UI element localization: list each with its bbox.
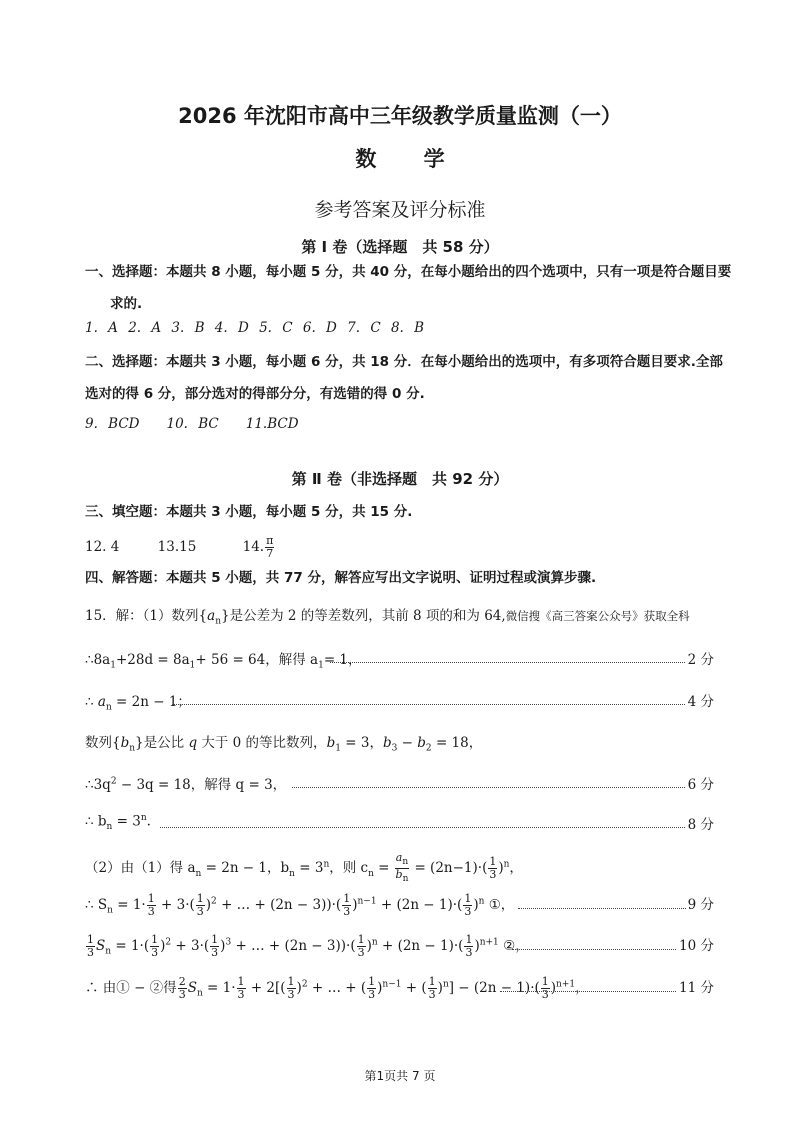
document-subtitle: 参考答案及评分标准 <box>314 199 486 221</box>
subject-title: 数 学 <box>355 147 465 171</box>
section2-instructions-cont: 选对的得 6 分，部分选对的得部分分，有选错的得 0 分. <box>85 386 425 402</box>
part1-heading: 第 Ⅰ 卷（选择题 共 58 分） <box>301 238 499 256</box>
dot-leader <box>500 991 676 992</box>
page-number: 第1页共 7 页 <box>364 1069 436 1083</box>
dot-leader <box>518 908 686 909</box>
q15-sum-sn: ∴ $S_n = 1\cdot$ $\frac{1}{3}$ + 3·( $\frac{1}{3}$ )$^2$ + … + (2n − 3))·( $\frac{1}{3}$ )$^{n-1}$ + (2n − 1)·( $\frac{1}{3}$ )$^n$ ①， <box>85 892 515 918</box>
section1-answers: 1. A 2. A 3. B 4. D 5. C 6. D 7. C 8. B <box>85 320 425 336</box>
q15-third-sn: $\frac{1}{3}$ $S_n = 1\cdot$( $\frac{1}{3}$ )$^2$ + 3·( $\frac{1}{3}$ )$^3$ + … + (2n − 3))·( $\frac{1}{3}$ )$^n$ + (2n − 1)·( $\frac{1}{3}$ )$^{n+1}$ ②， <box>87 933 529 959</box>
section4-instructions: 四、解答题：本题共 5 小题，共 77 分，解答应写出文字说明、证明过程或演算步骤. <box>85 570 597 586</box>
section1-instructions: 一、选择题：本题共 8 小题，每小题 5 分，共 40 分，在每小题给出的四个选项中，只有一项是符合题目要 <box>85 264 732 280</box>
section1-instructions-cont: 求的. <box>110 296 143 312</box>
score-9: 9 分 <box>687 897 714 913</box>
dot-leader <box>172 704 685 705</box>
q15-intro: 15．解：（1）数列$\{a_n\}$是公差为 2 的等差数列，其前 8 项的和为 64,微信搜《高三答案公众号》获取全科 <box>85 608 690 627</box>
section3-instructions: 三、填空题：本题共 3 小题，每小题 5 分，共 15 分. <box>85 504 413 520</box>
score-10: 10 分 <box>679 938 714 954</box>
section2-answers: 9. BCD 10. BC 11.BCD <box>85 416 299 432</box>
document-title: 2026 年沈阳市高中三年级教学质量监测（一） <box>178 104 622 128</box>
section3-answers <box>85 535 275 560</box>
q15-step5: ∴ $b_n = 3^n$. <box>85 813 151 833</box>
dot-leader <box>292 787 685 788</box>
score-8: 8 分 <box>687 817 714 833</box>
dot-leader <box>330 662 685 663</box>
q15-difference: ∴ 由① − ②得 $\frac{2}{3}$ $S_n = 1\cdot$ $\frac{1}{3}$ + 2[( $\frac{1}{3}$ )$^2$ + … + ( $\frac{1}{3}$ )$^{n-1}$ + ( $\frac{1}{3}$ )$^n$] − (2n − 1)·( $\frac{1}{3}$ )$^{n+1}$， <box>85 975 589 1001</box>
watermark-note: 微信搜《高三答案公众号》获取全科 <box>505 609 690 623</box>
score-2: 2 分 <box>687 652 714 668</box>
answer-14: 14. $\frac{\pi}{7}$ <box>242 534 274 560</box>
q15-step1: $\therefore 8a_1+28d = 8a_1+ 56 = 64$，解得 $a_1= 1$， <box>85 652 362 671</box>
q15-part2: （2）由（1）得 $a_n = 2n - 1$，$b_n = 3^n$，则 $c_n$ = $\frac{a_n}{b_n}$ = (2n−1)·( $\frac{1}{3}$ )$^n$， <box>85 851 523 885</box>
score-4: 4 分 <box>687 694 714 710</box>
answer-13: 13.15 <box>157 539 197 555</box>
part2-heading: 第 Ⅱ 卷（非选择题 共 92 分） <box>291 470 509 488</box>
score-11: 11 分 <box>679 980 714 996</box>
q15-step3: 数列$\{b_n\}$是公比 q 大于 0 的等比数列，$b_1 = 3$，$b_3 - b_2 = 18$， <box>85 735 483 754</box>
q15-step4: $\therefore 3q^2 - 3q = 18$，解得 q = 3， <box>85 776 287 793</box>
score-6: 6 分 <box>687 777 714 793</box>
section2-instructions: 二、选择题：本题共 3 小题，每小题 6 分，共 18 分．在每小题给出的选项中，有多项符合题目要求.全部 <box>85 354 723 370</box>
q15-step2: ∴ $a_n = 2n - 1$； <box>85 694 191 713</box>
answer-12: 12. 4 <box>85 539 120 555</box>
dot-leader <box>160 827 685 828</box>
dot-leader <box>512 949 676 950</box>
